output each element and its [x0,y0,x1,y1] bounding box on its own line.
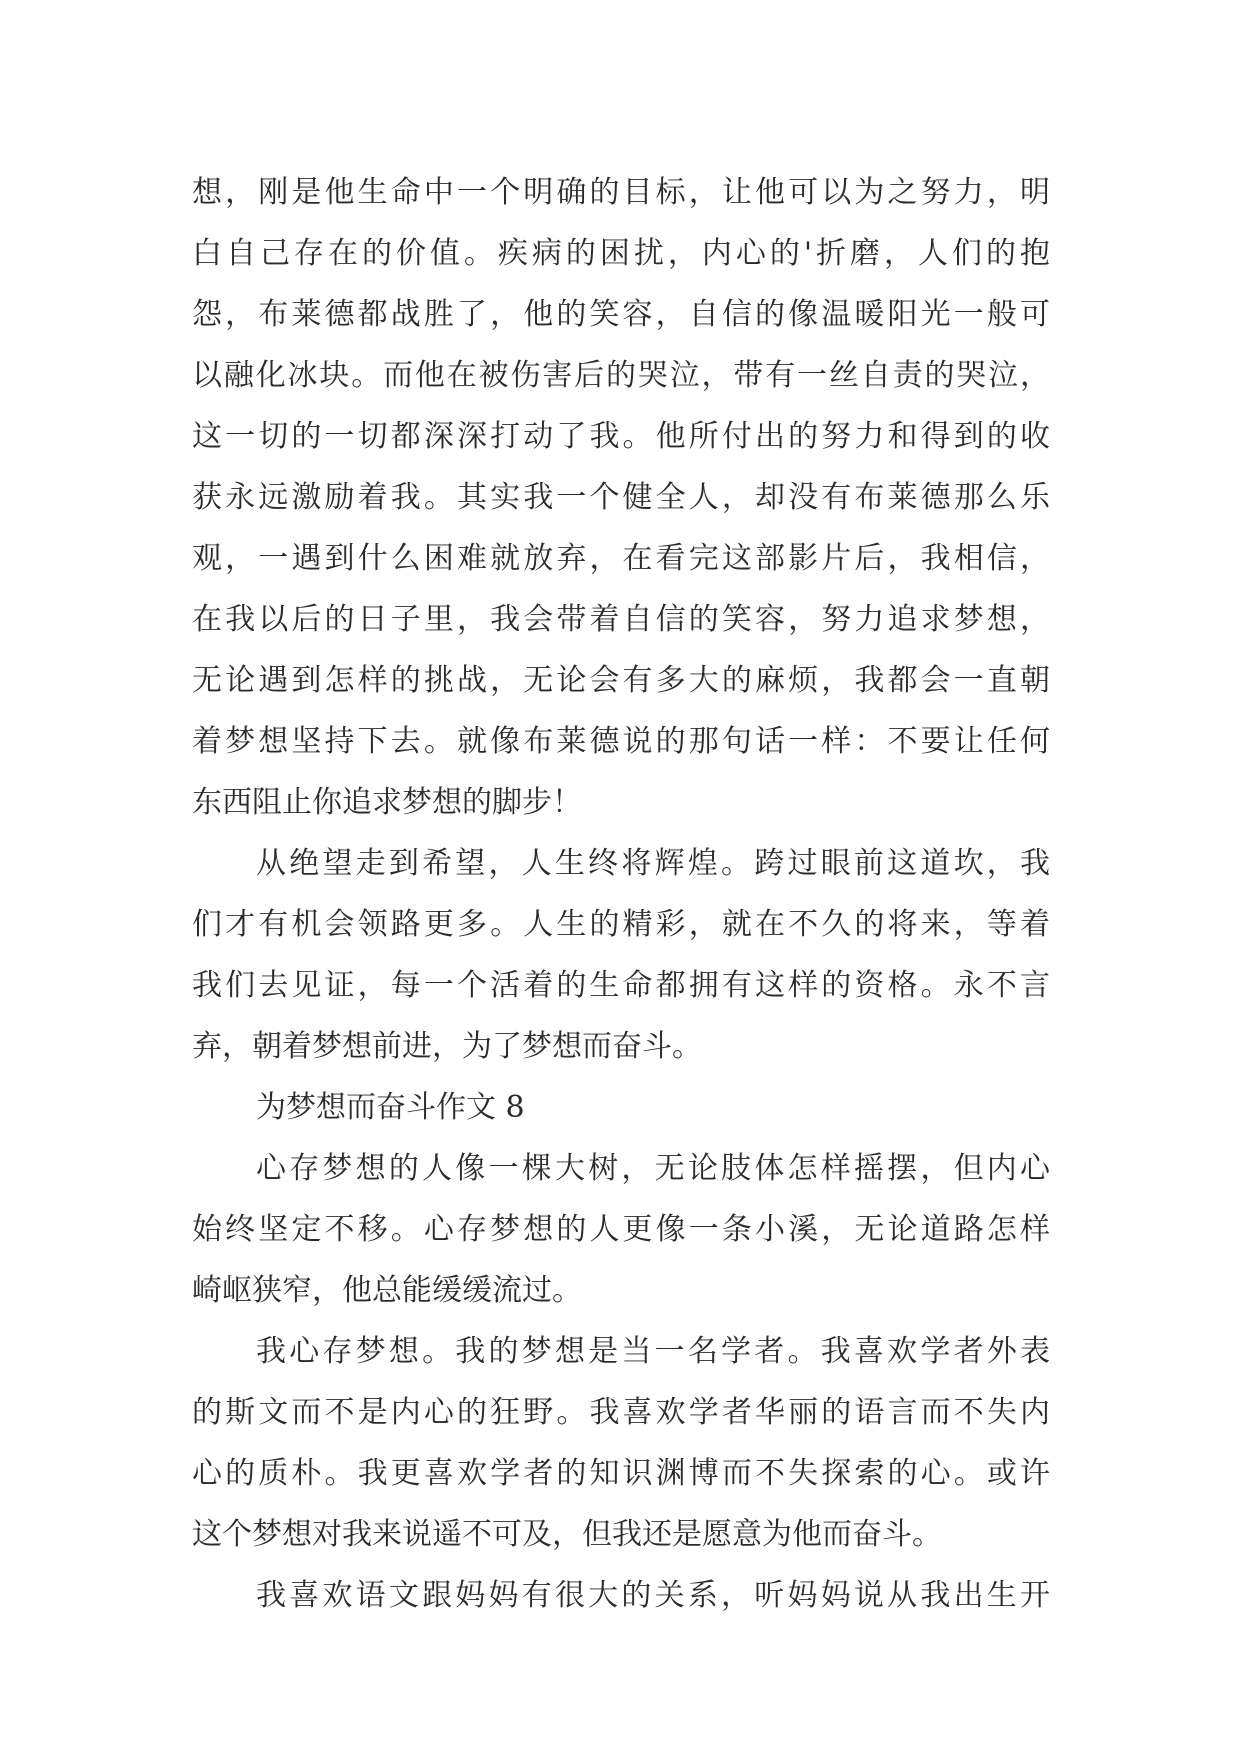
text-line: 这个梦想对我来说遥不可及，但我还是愿意为他而奋斗。 [192,1517,942,1552]
text-line: 白自己存在的价值。疾病的困扰，内心的'折磨，人们的抱 [192,236,1050,271]
text-line: 在我以后的日子里，我会带着自信的笑容，努力追求梦想， [192,602,1050,637]
text-line: 想，刚是他生命中一个明确的目标，让他可以为之努力，明 [192,175,1050,210]
text-line: 怨，布莱德都战胜了，他的笑容，自信的像温暖阳光一般可 [192,297,1050,332]
text-line: 始终坚定不移。心存梦想的人更像一条小溪，无论道路怎样 [192,1212,1050,1247]
text-line: 我们去见证，每一个活着的生命都拥有这样的资格。永不言 [192,968,1050,1003]
paragraph-first-line: 从绝望走到希望，人生终将辉煌。跨过眼前这道坎，我 [256,846,1050,881]
text-line: 以融化冰块。而他在被伤害后的哭泣，带有一丝自责的哭泣， [192,358,1050,393]
text-line: 们才有机会领路更多。人生的精彩，就在不久的将来，等着 [192,907,1050,942]
document-body [192,162,1050,1626]
text-line: 崎岖狭窄，他总能缓缓流过。 [192,1273,582,1308]
text-line: 心的质朴。我更喜欢学者的知识渊博而不失探索的心。或许 [192,1456,1050,1491]
text-line: 观，一遇到什么困难就放弃，在看完这部影片后，我相信， [192,541,1050,576]
text-line: 这一切的一切都深深打动了我。他所付出的努力和得到的收 [192,419,1050,454]
paragraph-first-line: 我心存梦想。我的梦想是当一名学者。我喜欢学者外表 [256,1334,1050,1369]
text-line: 无论遇到怎样的挑战，无论会有多大的麻烦，我都会一直朝 [192,663,1050,698]
text-line: 弃，朝着梦想前进，为了梦想而奋斗。 [192,1029,702,1064]
text-line: 东西阻止你追求梦想的脚步！ [192,785,582,820]
text-line: 的斯文而不是内心的狂野。我喜欢学者华丽的语言而不失内 [192,1395,1050,1430]
text-line: 获永远激励着我。其实我一个健全人，却没有布莱德那么乐 [192,480,1050,515]
paragraph-first-line: 我喜欢语文跟妈妈有很大的关系，听妈妈说从我出生开 [256,1578,1050,1613]
paragraph-first-line: 为梦想而奋斗作文 8 [256,1090,525,1125]
paragraph-first-line: 心存梦想的人像一棵大树，无论肢体怎样摇摆，但内心 [256,1151,1050,1186]
text-line: 着梦想坚持下去。就像布莱德说的那句话一样：不要让任何 [192,724,1050,759]
